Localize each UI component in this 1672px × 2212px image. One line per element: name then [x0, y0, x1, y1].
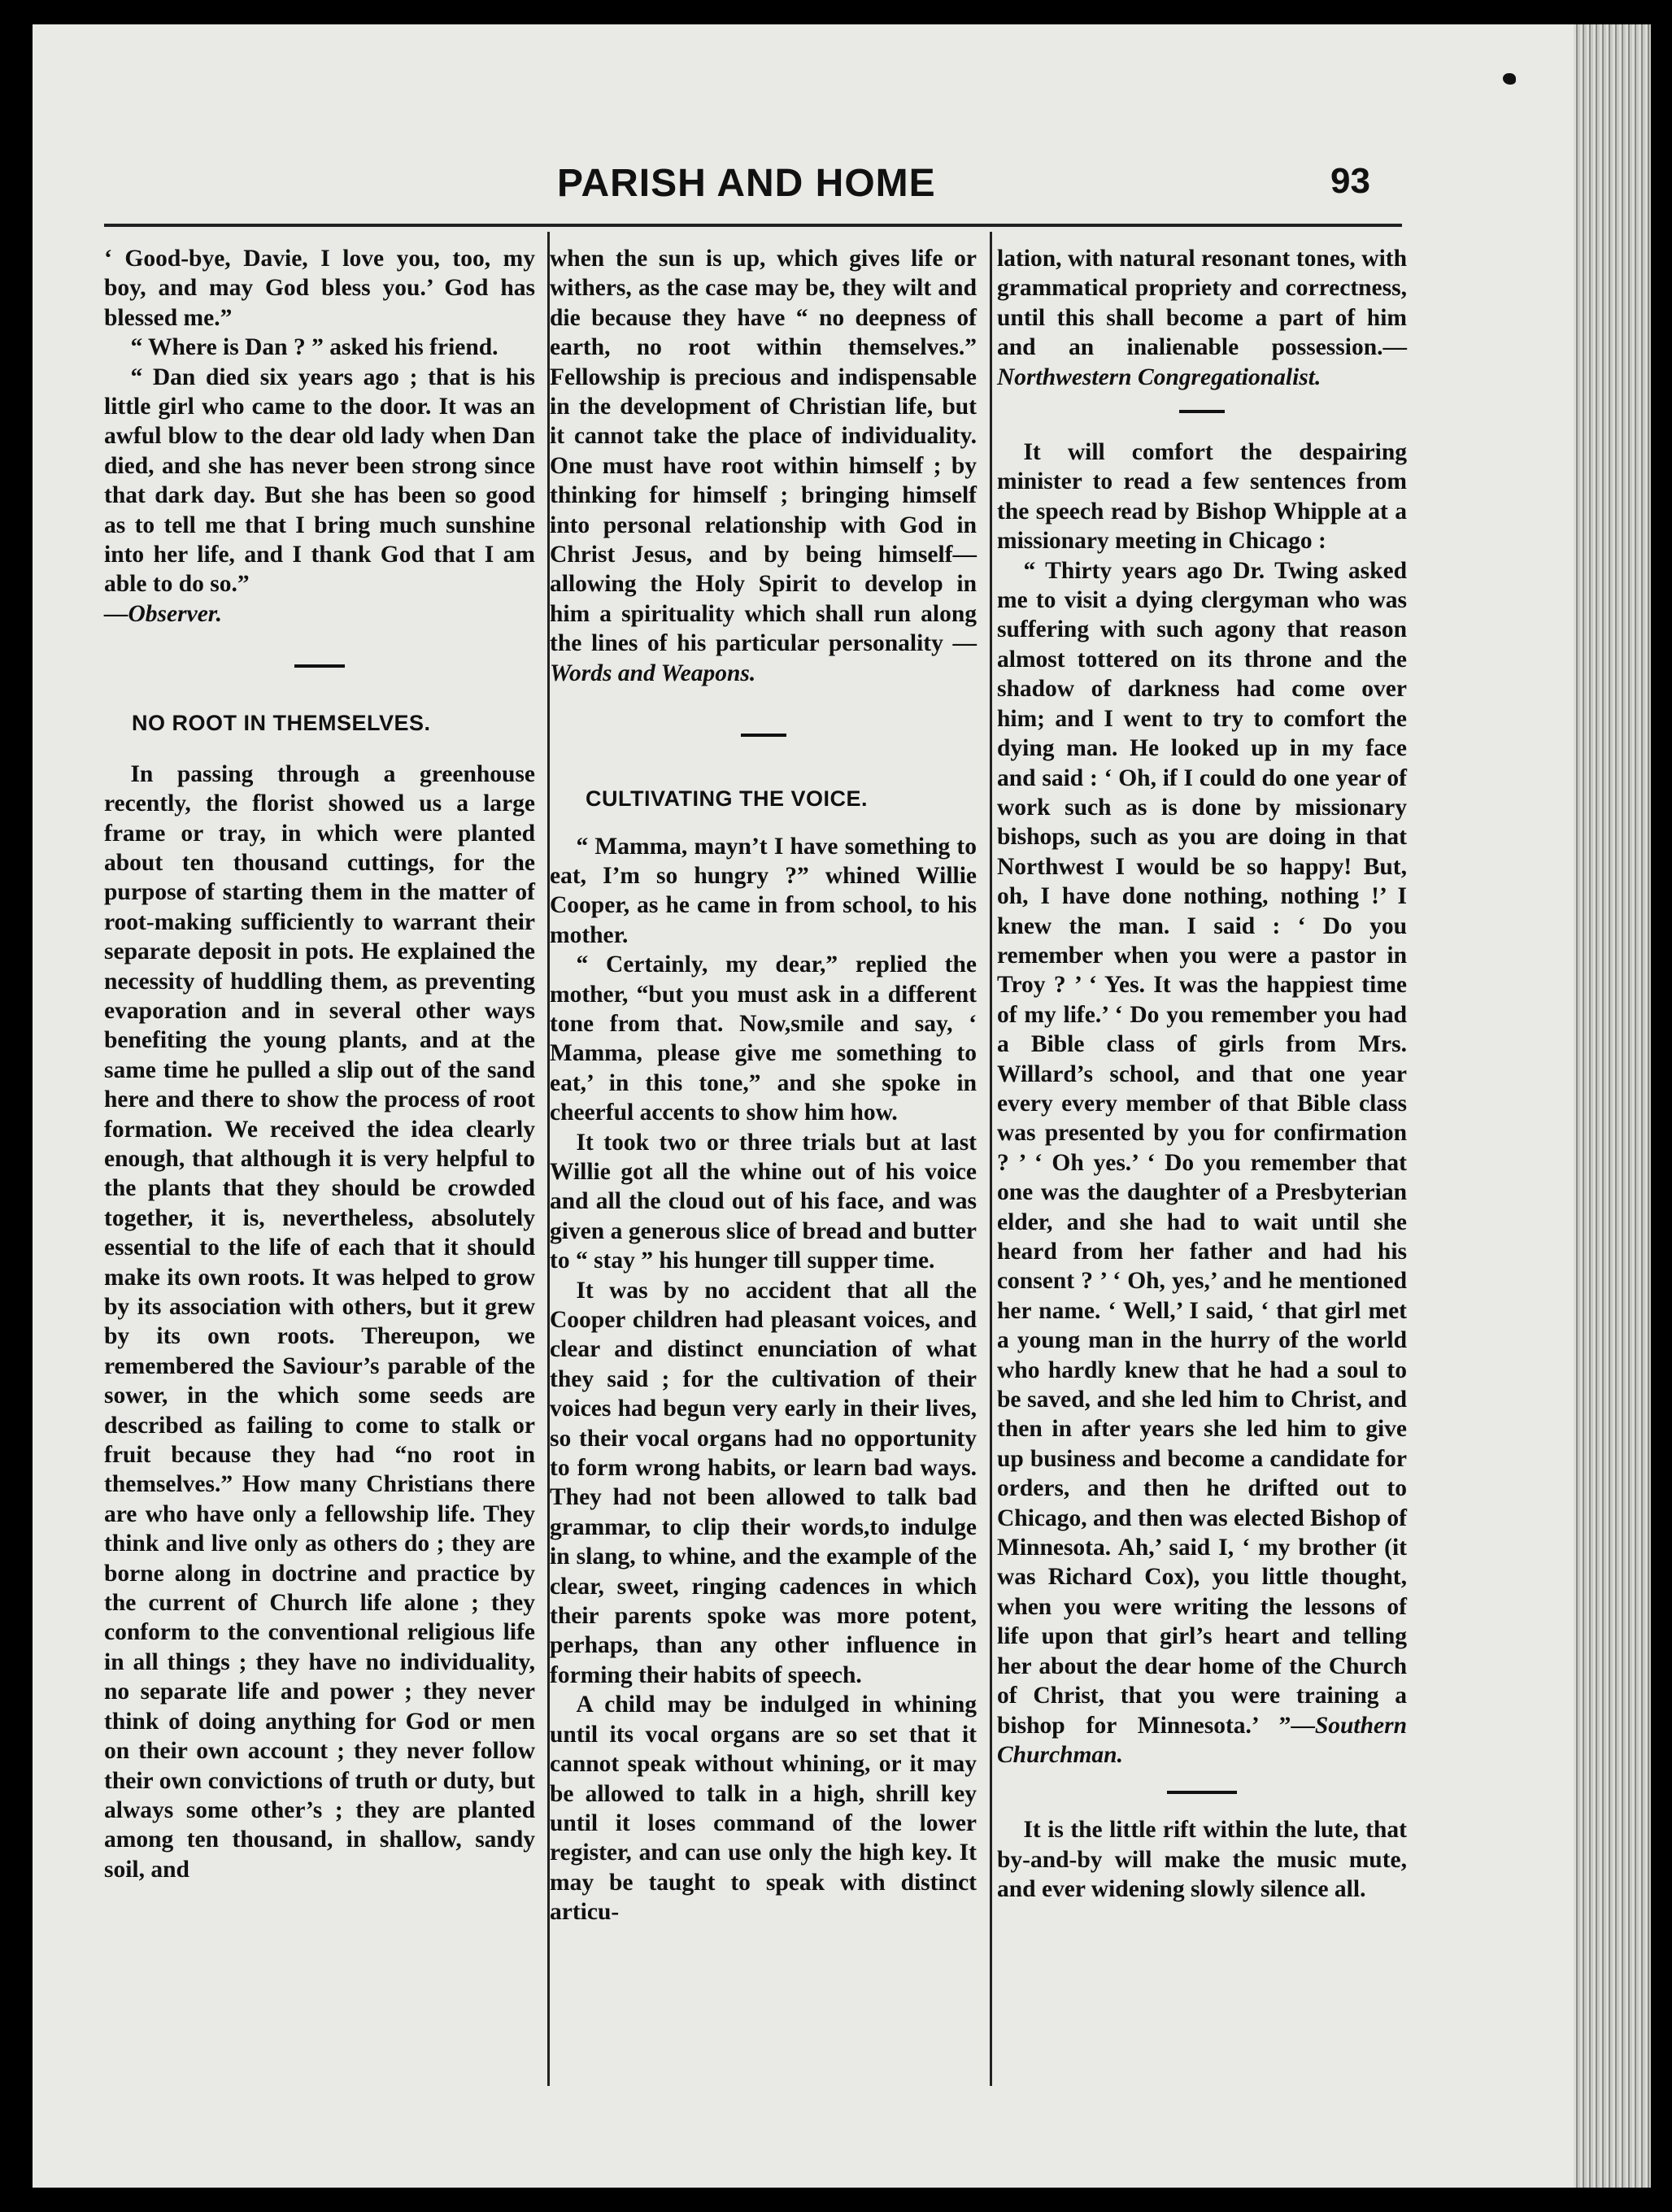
source-attribution: —Observer.: [104, 600, 223, 627]
column-2: [550, 244, 977, 1927]
column-1: [104, 244, 535, 1884]
running-title: PARISH AND HOME: [557, 162, 936, 205]
source-attribution: Northwestern Congregationalist.: [997, 364, 1321, 390]
paragraph: “ Mamma, mayn’t I have something to eat, I’m so hungry ?” whined Willie Cooper, as he came in from school, to his mother.: [550, 833, 977, 948]
article-heading: CULTIVATING THE VOICE.: [586, 786, 868, 812]
column-rule: [990, 232, 992, 2086]
paragraph: [997, 556, 1407, 1770]
paragraph: It is the little rift within the lute, that by-and-by will make the music mute, and ever widening slowly silence all.: [997, 1817, 1407, 1903]
paragraph-text: lation, with natural resonant tones, with grammatical propriety and correctness, until this shall become a part of him and an inalienable possession.—: [997, 246, 1407, 361]
section-separator: [1179, 410, 1225, 413]
paragraph: It will comfort the despairing minister to read a few sentences from the speech read by Bishop Whipple at a missionary meeting in Chicago :: [997, 439, 1407, 555]
paragraph-text: when the sun is up, which gives life or withers, as the case may be, they wilt and die because they have “ no deepness of earth, no root within themselves.” Fellowship is precious and indispensable in the development of Christian life, but it cannot take the place of individuality. One must have root within himself ; by thinking for himself ; bringing himself into personal relationship with God in Christ Jesus, and by being himself—allowing the Holy Spirit to develop in him a spirituality which shall run along the lines of his particular personality —: [550, 246, 977, 657]
paragraph: It took two or three trials but at last Willie got all the whine out of his voice and all the cloud out of his face, and was given a generous slice of bread and butter to “ stay ” his hunger till supper time.: [550, 1129, 977, 1274]
paragraph: It was by no accident that all the Cooper children had pleasant voices, and clear and distinct enunciation of what they said ; for the cultivation of their voices had begun very early in their lives, so their vocal organs had no opportunity to form wrong habits, or learn bad ways. They had not been allowed to talk bad grammar, to clip their words,to indulge in slang, to whine, and the example of the clear, sweet, ringing cadences in which their parents spoke was more potent, perhaps, than any other influence in forming their habits of speech.: [550, 1277, 977, 1688]
paragraph: [997, 244, 1407, 392]
paragraph: “ Dan died six years ago ; that is his little girl who came to the door. It was an awful blow to the dear old lady when Dan died, and she has never been strong since that dark day. But she has been so good as to tell me that I bring much sunshine into her life, and I thank God that I am able to do so.”: [104, 364, 535, 598]
header-rule: [104, 224, 1402, 227]
paragraph: “ Certainly, my dear,” replied the mother, “but you must ask in a different tone from that. Now,smile and say, ‘ Mamma, please give me something to eat,’ in this tone,” and she spoke in cheerful accents to show him how.: [550, 951, 977, 1126]
source-attribution: Words and Weapons.: [550, 660, 756, 686]
paragraph: A child may be indulged in whining until its vocal organs are so set that it cannot speak without whining, or it may be allowed to talk in a high, shrill key until it loses command of the lower register, and can use only the high key. It may be taught to speak with distinct articu-: [550, 1692, 977, 1926]
paragraph: “ Where is Dan ? ” asked his friend.: [130, 334, 499, 361]
running-header: [0, 155, 1672, 220]
source-attribution: Southern Churchman.: [997, 1712, 1407, 1768]
paragraph: [550, 244, 977, 688]
book-page-edges: [1574, 24, 1651, 2188]
paragraph: In passing through a greenhouse recently, the florist showed us a large frame or tray, in which were planted about ten thousand cuttings, for the purpose of starting them in the matter of root-making sufficiently to warrant their separate deposit in pots. He explained the necessity of huddling them, as preventing evaporation and in several other ways benefiting the young plants, and at the same time he pulled a slip out of the sand here and there to show the process of root formation. We received the idea clearly enough, that although it is very helpful to the plants that they should be crowded together, it is, nevertheless, absolutely essential to the life of each that it should make its own roots. It was helped to grow by its association with others, but it grew by its own roots. Thereupon, we remembered the Saviour’s parable of the sower, in the which some seeds are described as failing to come to stalk or fruit because they had “no root in themselves.” How many Christians there are who have only a fellowship life. They think and live only as others do ; they are borne along in doctrine and practice by the current of Church life alone ; they conform to the conventional religious life in all things ; they have no individuality, no separate life and power ; they never think of doing anything for God or men on their own account ; they never follow their own convictions of truth or duty, but always some other’s ; they are planted among ten thousand, in shallow, sandy soil, and: [104, 760, 535, 1883]
article-heading: NO ROOT IN THEMSELVES.: [132, 711, 431, 736]
section-separator: [741, 734, 786, 737]
section-separator: [1167, 1791, 1237, 1794]
paragraph: ‘ Good-bye, Davie, I love you, too, my boy, and may God bless you.’ God has blessed me.”: [104, 246, 535, 331]
ink-blot: [1503, 73, 1516, 85]
paragraph-text: “ Thirty years ago Dr. Twing asked me to visit a dying clergyman who was suffering with such agony that reason almost tottered on its throne and the shadow of darkness had come over him; and I went to try to comfort the dying man. He looked up in my face and said : ‘ Oh, if I could do one year of work such as is done by missionary bishops, such as you are doing in that Northwest I would be so happy! But, oh, I have done nothing, nothing !’ I knew the man. I said : ‘ Do you remember when you were a pastor in Troy ? ’ ‘ Yes. It was the happiest time of my life.’ ‘ Do you remember you had a Bible class of girls from Mrs. Willard’s school, and that one year every every member of that Bible class was presented by you for confirmation ? ’ ‘ Oh yes.’ ‘ Do you remember that one was the daughter of a Presbyterian elder, and she had to wait until she heard from her father and had his consent ? ’ ‘ Oh, yes,’ and he mentioned her name. ‘ Well,’ I said, ‘ that girl met a young man in the hurry of the world who hardly knew that he had a soul to be saved, and she led him to Christ, and then in after years she led him to give up business and become a candidate for orders, and then he drifted out to Chicago, and then was elected Bishop of Minnesota. Ah,’ said I, ‘ my brother (it was Richard Cox), you little thought, when you were writing the lessons of life upon that girl’s heart and telling her about the dear home of the Church of Christ, that you were training a bishop for Minnesota.’ ”—: [997, 557, 1407, 1739]
page-number: 93: [1330, 161, 1370, 201]
section-separator: [294, 664, 345, 668]
column-3: [997, 244, 1407, 1905]
